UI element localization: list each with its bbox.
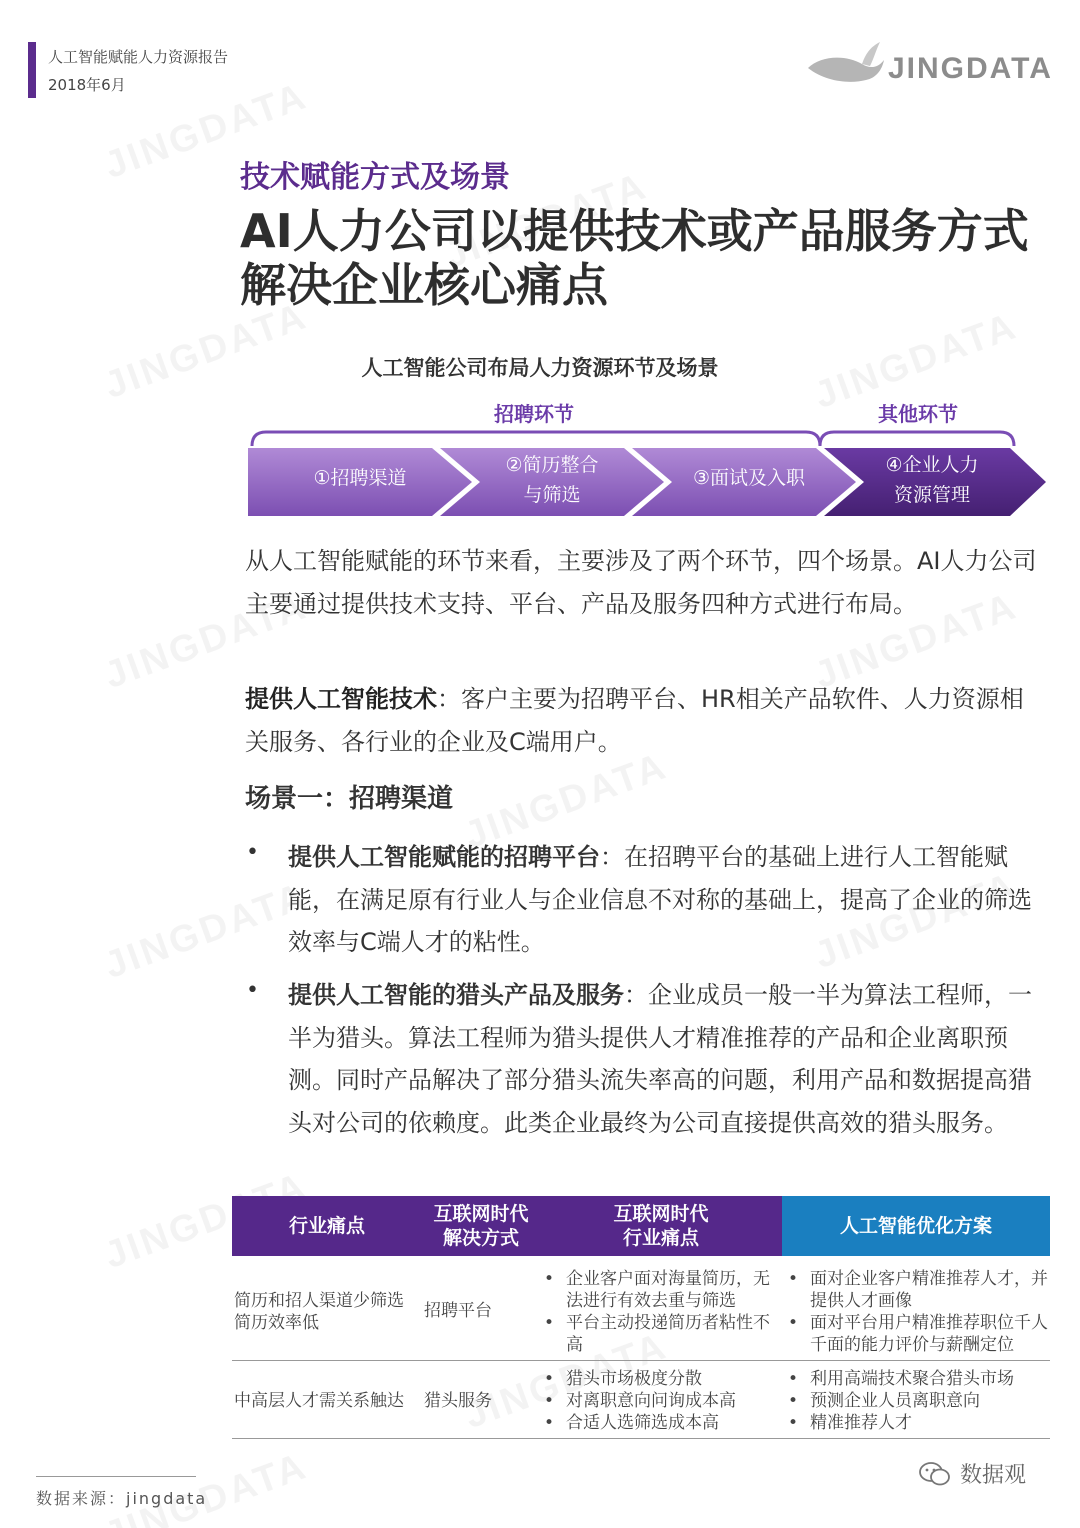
diagram-title: 人工智能公司布局人力资源环节及场景 [361, 356, 719, 380]
list-item: • 利用高端技术聚合猎头市场 [784, 1368, 1050, 1390]
list-item: • 精准推荐人才 [784, 1412, 1050, 1434]
step-1-label: ①招聘渠道 [313, 467, 407, 489]
group-label-recruit: 招聘环节 [494, 402, 574, 426]
table-cell [784, 1268, 1050, 1356]
table-cell: 简历和招人渠道少筛选简历效率低 [234, 1291, 404, 1333]
list-item: • 合适人选筛选成本高 [540, 1412, 784, 1434]
list-item: • 猎头市场极度分散 [540, 1368, 784, 1390]
bullet-item: 提供人工智能的猎头产品及服务：企业成员一般一半为算法工程师，一半为猎头。算法工程师为猎头提供人才精准推荐的产品和企业离职预测。同时产品解决了部分猎头流失率高的问题，利用产品和数据提高猎头对公司的依赖度。此类企业最终为公司直接提供高效的猎头服务。 [288, 981, 1032, 1137]
table-header-pain: 行业痛点 [232, 1196, 422, 1256]
table-bottom-border [232, 1438, 1050, 1439]
intro-paragraph: 从人工智能赋能的环节来看，主要涉及了两个环节，四个场景。AI人力公司主要通过提供技术支持、平台、产品及服务四种方式进行布局。 [245, 547, 1037, 618]
table-cell: 招聘平台 [424, 1301, 492, 1321]
table-cell [540, 1368, 784, 1434]
logo-text: JINGDATA [888, 52, 1053, 85]
list-item: • 预测企业人员离职意向 [784, 1390, 1050, 1412]
scene-title: 场景一：招聘渠道 [245, 784, 454, 814]
table-header-solution: 互联网时代解决方式 [422, 1196, 540, 1256]
bullet-icon: • [246, 978, 259, 1003]
table-row-divider [232, 1360, 1050, 1361]
page-title: AI人力公司以提供技术或产品服务方式解决企业核心痛点 [240, 204, 1029, 312]
header-accent-bar [28, 42, 36, 98]
table-cell: 中高层人才需关系触达 [234, 1391, 404, 1411]
section-label: 技术赋能方式及场景 [240, 160, 510, 195]
step-2-label: ②简历整合 与筛选 [505, 454, 599, 506]
list-item: • 面对平台用户精准推荐职位千人千面的能力评价与薪酬定位 [784, 1312, 1050, 1356]
table-header-internet-pain: 互联网时代行业痛点 [540, 1196, 782, 1256]
table-cell [540, 1268, 784, 1356]
wechat-badge [918, 1458, 1026, 1489]
report-title: 人工智能赋能人力资源报告 [48, 48, 229, 66]
footer-source: 数据来源：jingdata [36, 1489, 208, 1508]
bracket-other [820, 432, 1014, 446]
tech-paragraph: 提供人工智能技术：客户主要为招聘平台、HR相关产品软件、人力资源相关服务、各行业的企业及C端用户。 [245, 685, 1024, 756]
watermark [99, 875, 313, 988]
footer-divider [36, 1476, 196, 1477]
table-cell [784, 1368, 1050, 1434]
list-item: • 面对企业客户精准推荐人才，并提供人才画像 [784, 1268, 1050, 1312]
list-item: • 平台主动投递简历者粘性不高 [540, 1312, 784, 1356]
step-4-label: ④企业人力 资源管理 [885, 454, 979, 506]
bullet-item: 提供人工智能赋能的招聘平台：在招聘平台的基础上进行人工智能赋能，在满足原有行业人与企业信息不对称的基础上，提高了企业的筛选效率与C端人才的粘性。 [288, 843, 1032, 956]
wechat-account-name: 数据观 [960, 1463, 1027, 1488]
report-date: 2018年6月 [48, 76, 126, 94]
wechat-icon [918, 1460, 952, 1488]
bullet-icon: • [246, 840, 259, 865]
list-item: • 对离职意向问询成本高 [540, 1390, 784, 1412]
group-label-other: 其他环节 [878, 402, 958, 426]
whale-logo-icon [800, 38, 890, 98]
step-3-label: ③面试及入职 [692, 467, 806, 489]
table-cell: 猎头服务 [424, 1391, 492, 1411]
table-header-ai: 人工智能优化方案 [782, 1196, 1050, 1256]
bracket-recruit [252, 432, 820, 446]
list-item: • 企业客户面对海量简历，无法进行有效去重与筛选 [540, 1268, 784, 1312]
